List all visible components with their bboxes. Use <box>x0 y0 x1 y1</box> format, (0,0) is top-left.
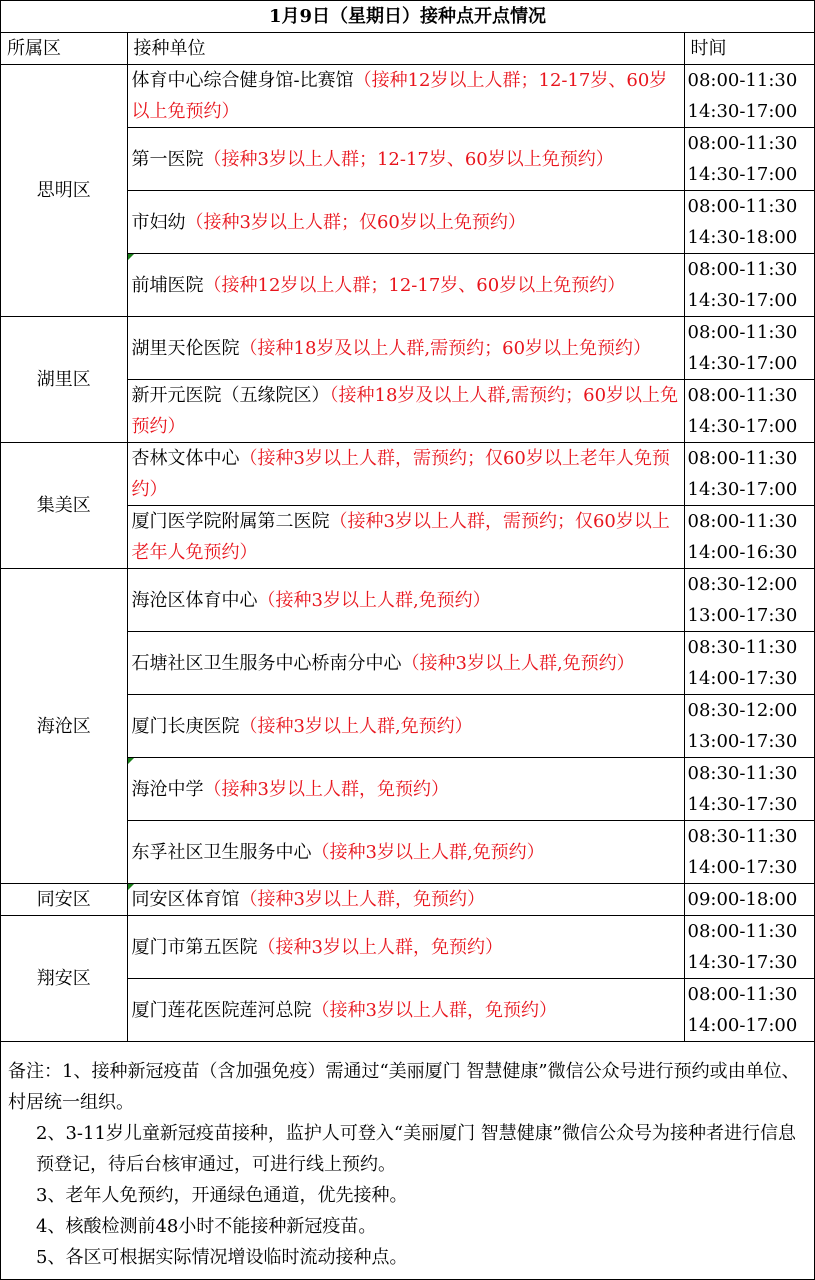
site-cell <box>127 916 684 979</box>
site-row <box>1 569 814 632</box>
site-cell <box>127 569 684 632</box>
site-row <box>1 317 814 380</box>
time-slot: 13:00-17:30 <box>687 731 798 752</box>
site-name: 厦门医学院附属第二医院 <box>131 511 330 532</box>
time-cell <box>684 443 814 506</box>
site-cell <box>127 65 684 128</box>
site-row <box>1 884 814 916</box>
site-cell <box>127 758 684 821</box>
time-cell <box>684 380 814 443</box>
remark-line: 备注：1、接种新冠疫苗（含加强免疫）需通过“美丽厦门 智慧健康”微信公众号进行预约或由单位、村居统一组织。 <box>8 1061 800 1113</box>
district-cell: 湖里区 <box>1 317 127 443</box>
remark-line: 4、核酸检测前48小时不能接种新冠疫苗。 <box>36 1216 377 1237</box>
time-slot: 14:00-16:30 <box>687 542 798 563</box>
district-cell: 翔安区 <box>1 916 127 1042</box>
site-eligibility-note: （接种3岁以上人群，免预约） <box>239 889 485 910</box>
site-cell <box>127 191 684 254</box>
site-name: 同安区体育馆 <box>131 889 240 910</box>
time-cell <box>684 506 814 569</box>
sites-table <box>1 1 814 1042</box>
site-eligibility-note: （接种18岁及以上人群,需预约；60岁以上免预约） <box>131 385 679 437</box>
site-name: 厦门市第五医院 <box>131 936 258 958</box>
time-slot: 14:30-17:00 <box>687 479 798 500</box>
comment-marker-icon <box>128 884 134 890</box>
site-eligibility-note: （接种3岁以上人群，需预约；仅60岁以上老年人免预约） <box>131 511 670 563</box>
time-cell <box>684 758 814 821</box>
time-slot: 08:00-11:30 <box>687 196 798 217</box>
site-cell <box>127 128 684 191</box>
time-slot: 14:30-17:00 <box>687 353 798 374</box>
site-name: 湖里天伦医院 <box>131 337 240 359</box>
site-name: 海沧中学 <box>131 778 204 800</box>
site-row <box>1 443 814 506</box>
time-cell <box>684 569 814 632</box>
time-slot: 08:30-11:30 <box>687 637 798 658</box>
remarks-section <box>1 1042 814 1273</box>
site-name: 前埔医院 <box>131 274 204 296</box>
site-eligibility-note: （接种3岁以上人群；12-17岁、60岁以上免预约） <box>203 148 614 170</box>
time-slot: 14:30-17:00 <box>687 164 798 185</box>
time-slot: 08:00-11:30 <box>687 322 798 343</box>
site-eligibility-note: （接种3岁以上人群,免预约） <box>239 715 473 737</box>
site-cell <box>127 317 684 380</box>
time-slot: 14:30-17:30 <box>687 952 798 973</box>
site-cell <box>127 506 684 569</box>
site-name: 海沧区体育中心 <box>131 589 258 611</box>
site-eligibility-note: （接种18岁及以上人群,需预约；60岁以上免预约） <box>239 337 652 359</box>
district-cell: 集美区 <box>1 443 127 569</box>
site-cell <box>127 254 684 317</box>
site-name: 厦门莲花医院莲河总院 <box>131 999 312 1021</box>
time-slot: 14:30-17:00 <box>687 416 798 437</box>
time-slot: 08:30-12:00 <box>687 574 798 595</box>
time-slot: 13:00-17:30 <box>687 605 798 626</box>
site-name: 杏林文体中心 <box>131 448 240 469</box>
time-slot: 14:00-17:30 <box>687 668 798 689</box>
time-slot: 08:30-11:30 <box>687 826 798 847</box>
time-cell <box>684 191 814 254</box>
header-unit: 接种单位 <box>127 33 684 65</box>
time-cell <box>684 884 814 916</box>
header-row <box>1 33 814 65</box>
site-eligibility-note: （接种3岁以上人群，免预约） <box>311 999 557 1021</box>
time-slot: 08:00-11:30 <box>687 921 798 942</box>
site-cell <box>127 443 684 506</box>
site-cell <box>127 821 684 884</box>
site-eligibility-note: （接种3岁以上人群,免预约） <box>257 589 491 611</box>
remark-line: 2、3-11岁儿童新冠疫苗接种，监护人可登入“美丽厦门 智慧健康”微信公众号为接种者进行信息预登记，待后台核审通过，可进行线上预约。 <box>36 1123 797 1175</box>
site-eligibility-note: （接种3岁以上人群，免预约） <box>203 778 449 800</box>
header-district: 所属区 <box>1 33 127 65</box>
time-slot: 14:30-18:00 <box>687 227 798 248</box>
time-slot: 08:00-11:30 <box>687 385 798 406</box>
title-row <box>1 1 814 33</box>
time-cell <box>684 254 814 317</box>
site-row <box>1 916 814 979</box>
site-cell <box>127 380 684 443</box>
site-name: 市妇幼 <box>131 211 186 233</box>
district-cell: 思明区 <box>1 65 127 317</box>
site-eligibility-note: （接种3岁以上人群,免预约） <box>401 652 635 674</box>
time-cell <box>684 632 814 695</box>
time-cell <box>684 317 814 380</box>
site-eligibility-note: （接种12岁以上人群；12-17岁、60岁以上免预约） <box>131 70 668 122</box>
district-cell: 同安区 <box>1 884 127 916</box>
time-cell <box>684 695 814 758</box>
site-eligibility-note: （接种3岁以上人群，免预约） <box>257 936 503 958</box>
site-cell <box>127 884 684 916</box>
remark-line: 3、老年人免预约，开通绿色通道，优先接种。 <box>36 1185 408 1206</box>
time-slot: 14:30-17:00 <box>687 101 798 122</box>
time-slot: 08:00-11:30 <box>687 259 798 280</box>
site-eligibility-note: （接种12岁以上人群；12-17岁、60岁以上免预约） <box>203 274 626 296</box>
site-cell <box>127 695 684 758</box>
time-slot: 08:00-11:30 <box>687 70 798 91</box>
site-eligibility-note: （接种3岁以上人群；仅60岁以上免预约） <box>185 211 526 233</box>
time-slot: 14:30-17:30 <box>687 794 798 815</box>
comment-marker-icon <box>128 254 134 260</box>
site-eligibility-note: （接种3岁以上人群,免预约） <box>311 841 545 863</box>
time-slot: 14:00-17:30 <box>687 857 798 878</box>
sheet-title: 1月9日（星期日）接种点开点情况 <box>1 1 814 33</box>
site-row <box>1 65 814 128</box>
time-cell <box>684 979 814 1042</box>
time-slot: 08:00-11:30 <box>687 133 798 154</box>
time-slot: 08:30-12:00 <box>687 700 798 721</box>
site-name: 第一医院 <box>131 148 204 170</box>
site-cell <box>127 979 684 1042</box>
time-cell <box>684 821 814 884</box>
time-slot: 08:00-11:30 <box>687 984 798 1005</box>
district-cell: 海沧区 <box>1 569 127 884</box>
remark-line: 5、各区可根据实际情况增设临时流动接种点。 <box>36 1247 408 1268</box>
site-name: 石塘社区卫生服务中心桥南分中心 <box>131 652 402 674</box>
site-name: 新开元医院（五缘院区） <box>131 385 330 406</box>
time-slot: 08:30-11:30 <box>687 763 798 784</box>
site-name: 体育中心综合健身馆-比赛馆 <box>131 70 354 91</box>
time-cell <box>684 128 814 191</box>
site-cell <box>127 632 684 695</box>
time-cell <box>684 65 814 128</box>
site-name: 厦门长庚医院 <box>131 715 240 737</box>
time-slot: 08:00-11:30 <box>687 448 798 469</box>
site-eligibility-note: （接种3岁以上人群，需预约；仅60岁以上老年人免预约） <box>131 448 670 500</box>
time-slot: 08:00-11:30 <box>687 511 798 532</box>
header-time: 时间 <box>684 33 814 65</box>
time-slot: 09:00-18:00 <box>687 889 798 910</box>
comment-marker-icon <box>128 758 134 764</box>
site-name: 东孚社区卫生服务中心 <box>131 841 312 863</box>
time-slot: 14:30-17:00 <box>687 290 798 311</box>
time-slot: 14:00-17:00 <box>687 1015 798 1036</box>
time-cell <box>684 916 814 979</box>
